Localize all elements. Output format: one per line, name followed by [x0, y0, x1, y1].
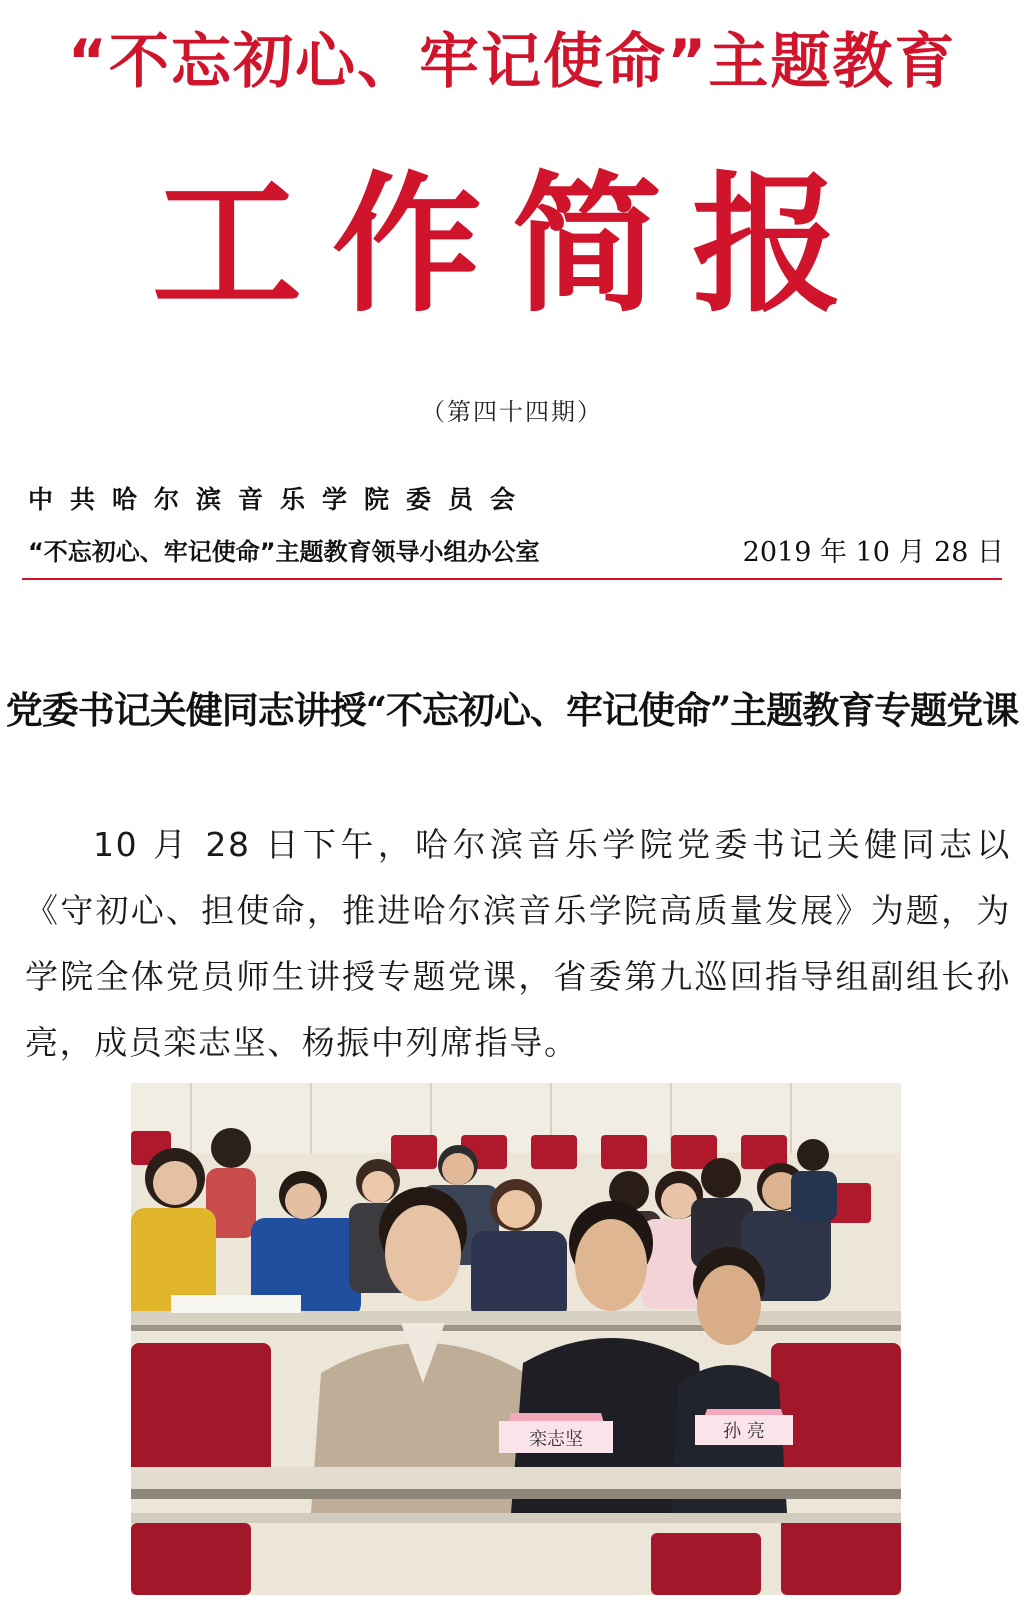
masthead-main-title: 工作简报 [151, 157, 872, 333]
issue-date: 2019 年 10 月 28 日 [742, 537, 1004, 568]
issuer-office: “不忘初心、牢记使命”主题教育领导小组办公室 [28, 538, 540, 566]
issuer-org: 中共哈尔滨音乐学院委员会 [28, 485, 533, 514]
meeting-photo [131, 1083, 901, 1595]
placard-right: 孙 亮 [723, 1421, 765, 1442]
header-divider [22, 578, 1002, 580]
placard-left: 栾志坚 [529, 1429, 583, 1450]
article-paragraph: 10 月 28 日下午，哈尔滨音乐学院党委书记关健同志以《守初心、担使命，推进哈尔滨音乐学院高质量发展》为题，为学院全体党员师生讲授专题党课，省委第九巡回指导组副组长孙亮，成员栾志坚、杨振中列席指导。 [25, 825, 1011, 1062]
issue-number: （第四十四期） [421, 398, 603, 426]
article-headline: 党委书记关健同志讲授“不忘初心、牢记使命”主题教育专题党课 [5, 688, 1019, 732]
masthead-top-title: “不忘初心、牢记使命”主题教育 [67, 27, 957, 97]
